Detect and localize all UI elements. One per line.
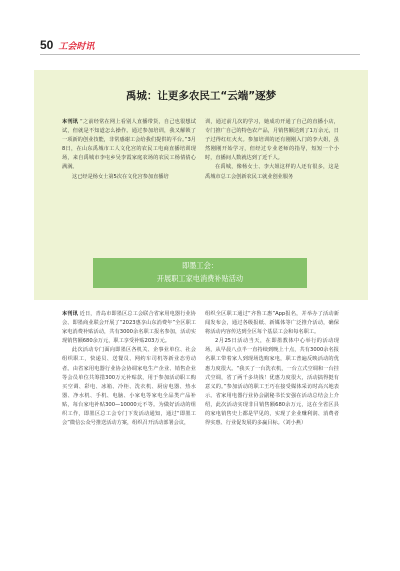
article1-para [205, 118, 339, 163]
article1-title: 禹城：让更多农民工“云端”逐梦 [125, 90, 277, 102]
article2-title-line2: 开展职工家电消费补贴活动 [156, 274, 244, 283]
article1-para [62, 173, 196, 182]
article2-title-banner [93, 258, 307, 288]
byline: 本刊讯 [62, 119, 79, 125]
article1-right-column [205, 118, 339, 268]
article2-left-column [62, 310, 196, 535]
article2-para [62, 346, 196, 428]
article2-para [205, 310, 339, 337]
article2-paragraph-text: 组织全区职工通过“齐鲁工惠”App报名，并举办了活动新闻发布会，通过各级报纸、新媒体等广泛推介活动，确保将活动内容传达到全区每个基层工会和每名职工。 [205, 311, 339, 336]
article2-para [205, 337, 339, 428]
article2-title-line1: 即墨工会： [182, 261, 218, 270]
byline: 本刊讯 [62, 311, 78, 317]
article2-paragraph-text: 近日，青岛市即墨区总工会联合省家用电器行业协会、即墨商业联会开展了“2023惠享山东消费年”全区职工家电消费补贴活动，共有3000余名职工报名参加，活动实现销售额680余万元，职工享受补贴203万元。 [62, 311, 196, 345]
page-number: 50 [40, 38, 54, 52]
article2-paragraph-text: 2月25日活动当天，在即墨教体中心举行的活动现场，从早晨八点半一直持续到晚上十点，共有3000余名报名职工带着家人到现场选购家电，职工普遍反映活动的优惠力度很大。“我买了一台洗衣机，一台立式空调和一台挂式空调，省了两千多块钱！优惠力度很大，活动搞得挺有意义的。”参加活动的职工王巧在接受媒体采访时高兴地表示。省家用电器行业协会副秘书长安强在活动总结会上介绍，此次活动实现非目销售额680余万元，这在全省区县的家电销售史上都是罕见的，实现了企业赚利润、消费者得实惠、行业促发展的多赢目标。（刘小燕） [205, 338, 339, 427]
header-rule [40, 54, 360, 55]
page-header [40, 38, 94, 52]
article2-para [62, 310, 196, 346]
article2-paragraph-text: 此次活动专门面向即墨区各机关、企事业单位、社会组织职工，快递员、送餐员、网约车司机等新业态劳动者。由省家用电器行业协会协调家电生产企业、销售企业等会员单位共筹措300万元补贴款，用于参加活动职工购买空调、彩电、冰箱、冷柜、洗衣机、厨房电器、热水器、净水机、手机、电脑、小家电等家电全品类产品补贴，每台家电补贴300—10000元不等。为做好活动的组织工作，即墨区总工会专门下发活动通知，通过“即墨工会”微信公众号推送活动方案，组织召开活动部署会议， [62, 347, 196, 427]
article2-right-column [205, 310, 339, 535]
article1-paragraph-text: 在禹城，像杨女士、李大姐这样的人还有很多，这是禹城市总工会创新农民工就业创业服务 [205, 164, 339, 180]
article1-para [205, 163, 339, 181]
article1-left-column [62, 118, 196, 268]
article1-paragraph-text: 训，通过前几次的学习，她成功开通了自己的直播小店，专门推广自己的特色农产品，月销售额达到了1万余元，日子过得红红火火。参加培训的还有刚刚入门的李大姐，虽然刚刚开始学习，但经过专业老师的指导，短短一个小时，直播间人数就达到了近千人。 [205, 119, 339, 162]
article1-paragraph-text: 这已经是杨女士第5次在文化宫参加直播培 [72, 173, 169, 180]
section-title: 工会时讯 [58, 41, 95, 52]
article1-para [62, 118, 196, 173]
article1-paragraph-text: “之前经常在网上看别人直播带货，自己也很想试试，但就是不知道怎么操作。通过参加培训，我又解锁了一项新的创业技能，非常感谢工会给我们提供的平台。”3月8日，在山东禹城市工人文化宫的农民工电商直播培训现场，来自禹城市李屯乡吴李霞家庭农场的农民工杨倩倩心满满。 [62, 119, 196, 171]
